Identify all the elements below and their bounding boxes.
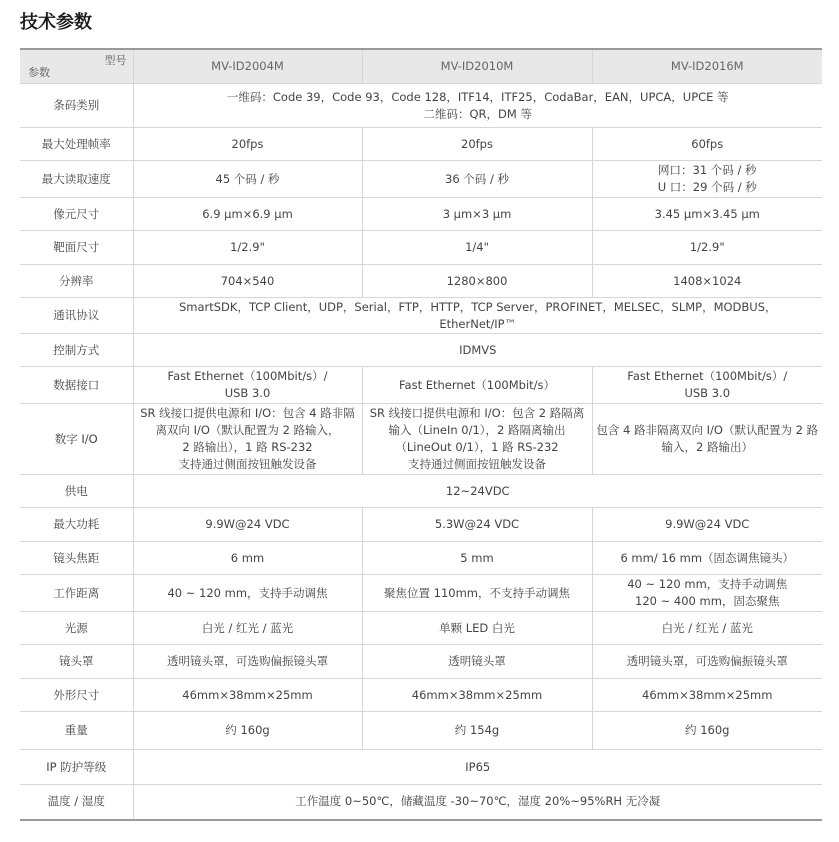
cell-value: 1/2.9"	[592, 231, 822, 265]
cell-value: 1/4"	[362, 231, 592, 265]
cell-value: 45 个码 / 秒	[133, 161, 362, 198]
cell-value: 1/2.9"	[133, 231, 362, 265]
cell-value: 网口：31 个码 / 秒 U 口：29 个码 / 秒	[592, 161, 822, 198]
param-label: 数字 I/O	[20, 404, 133, 475]
cell-value: 9.9W@24 VDC	[133, 508, 362, 542]
cell-value: 透明镜头罩，可选购偏振镜头罩	[592, 645, 822, 679]
param-label: 最大读取速度	[20, 161, 133, 198]
cell-value: 约 154g	[362, 712, 592, 750]
cell-value: 5.3W@24 VDC	[362, 508, 592, 542]
cell-value: IP65	[133, 750, 822, 785]
cell-value: SR 线接口提供电源和 I/O：包含 2 路隔离 输入（LineIn 0/1），2 路隔离输出 （LineOut 0/1），1 路 RS-232 支持通过侧面按钮触发设备	[362, 404, 592, 475]
cell-value: Fast Ethernet（100Mbit/s）/ USB 3.0	[592, 367, 822, 404]
header-row	[20, 49, 822, 84]
table-row	[20, 84, 822, 128]
cell-value: 20fps	[362, 128, 592, 161]
barcode-value: 一维码：Code 39，Code 93，Code 128，ITF14，ITF25，CodaBar，EAN，UPCA，UPCE 等 二维码：QR，DM 等	[133, 84, 822, 128]
param-label: 靶面尺寸	[20, 231, 133, 265]
cell-value: 工作温度 0~50℃，储藏温度 -30~70℃，湿度 20%~95%RH 无冷凝	[133, 785, 822, 820]
param-label: 最大处理帧率	[20, 128, 133, 161]
model-header-2: MV-ID2010M	[362, 49, 592, 84]
cell-value: 20fps	[133, 128, 362, 161]
table-row	[20, 679, 822, 712]
param-label: 控制方式	[20, 334, 133, 367]
cell-value: IDMVS	[133, 334, 822, 367]
param-label: 重量	[20, 712, 133, 750]
cell-value: 约 160g	[592, 712, 822, 750]
page-title: 技术参数	[20, 12, 92, 33]
table-row	[20, 334, 822, 367]
param-label: 外形尺寸	[20, 679, 133, 712]
table-row	[20, 265, 822, 298]
table-row	[20, 475, 822, 508]
param-label: 条码类别	[20, 84, 133, 128]
cell-value: 6 mm	[133, 542, 362, 575]
cell-value: 6 mm/ 16 mm（固态调焦镜头）	[592, 542, 822, 575]
param-label: 工作距离	[20, 575, 133, 612]
model-header-3: MV-ID2016M	[592, 49, 822, 84]
cell-value: 40 ~ 120 mm，支持手动调焦 120 ~ 400 mm，固态聚焦	[592, 575, 822, 612]
model-header-1: MV-ID2004M	[133, 49, 362, 84]
table-row	[20, 128, 822, 161]
table-row	[20, 612, 822, 645]
param-label: 分辨率	[20, 265, 133, 298]
table-row	[20, 508, 822, 542]
cell-value: 1280×800	[362, 265, 592, 298]
table-row	[20, 298, 822, 334]
cell-value: 3.45 μm×3.45 μm	[592, 198, 822, 231]
table-row	[20, 404, 822, 475]
param-label: IP 防护等级	[20, 750, 133, 785]
cell-value: 包含 4 路非隔离双向 I/O（默认配置为 2 路 输入，2 路输出）	[592, 404, 822, 475]
table-row	[20, 198, 822, 231]
cell-value: 透明镜头罩，可选购偏振镜头罩	[133, 645, 362, 679]
table-row	[20, 645, 822, 679]
table-row	[20, 542, 822, 575]
table-row	[20, 712, 822, 750]
param-label: 镜头焦距	[20, 542, 133, 575]
cell-value: 46mm×38mm×25mm	[362, 679, 592, 712]
cell-value: 5 mm	[362, 542, 592, 575]
cell-value: SR 线接口提供电源和 I/O：包含 4 路非隔 离双向 I/O（默认配置为 2 路输入， 2 路输出），1 路 RS-232 支持通过侧面按钮触发设备	[133, 404, 362, 475]
param-label: 最大功耗	[20, 508, 133, 542]
cell-value: Fast Ethernet（100Mbit/s）/ USB 3.0	[133, 367, 362, 404]
param-label: 镜头罩	[20, 645, 133, 679]
table-row	[20, 750, 822, 785]
param-label: 供电	[20, 475, 133, 508]
cell-value: 聚焦位置 110mm，不支持手动调焦	[362, 575, 592, 612]
corner-model-label: 型号	[104, 54, 127, 67]
corner-param-label: 参数	[28, 66, 50, 79]
param-label: 光源	[20, 612, 133, 645]
cell-value: 1408×1024	[592, 265, 822, 298]
cell-value: 12~24VDC	[133, 475, 822, 508]
table-row	[20, 161, 822, 198]
cell-value: 透明镜头罩	[362, 645, 592, 679]
spec-table	[20, 48, 822, 821]
cell-value: 46mm×38mm×25mm	[592, 679, 822, 712]
cell-value: 约 160g	[133, 712, 362, 750]
param-label: 像元尺寸	[20, 198, 133, 231]
param-label: 数据接口	[20, 367, 133, 404]
cell-value: 3 μm×3 μm	[362, 198, 592, 231]
cell-value: 704×540	[133, 265, 362, 298]
table-row	[20, 367, 822, 404]
cell-value: 6.9 μm×6.9 μm	[133, 198, 362, 231]
corner-header	[20, 49, 133, 84]
param-label: 温度 / 湿度	[20, 785, 133, 820]
param-label: 通讯协议	[20, 298, 133, 334]
cell-value: 单颗 LED 白光	[362, 612, 592, 645]
table-row	[20, 231, 822, 265]
cell-value: 40 ~ 120 mm，支持手动调焦	[133, 575, 362, 612]
cell-value: 白光 / 红光 / 蓝光	[592, 612, 822, 645]
cell-value: 白光 / 红光 / 蓝光	[133, 612, 362, 645]
cell-value: 60fps	[592, 128, 822, 161]
cell-value: 46mm×38mm×25mm	[133, 679, 362, 712]
cell-value: Fast Ethernet（100Mbit/s）	[362, 367, 592, 404]
table-row	[20, 785, 822, 820]
protocol-value: SmartSDK，TCP Client，UDP，Serial，FTP，HTTP，TCP Server，PROFINET，MELSEC，SLMP，MODBUS， EtherNet/IP™	[133, 298, 822, 334]
table-row	[20, 575, 822, 612]
cell-value: 36 个码 / 秒	[362, 161, 592, 198]
cell-value: 9.9W@24 VDC	[592, 508, 822, 542]
